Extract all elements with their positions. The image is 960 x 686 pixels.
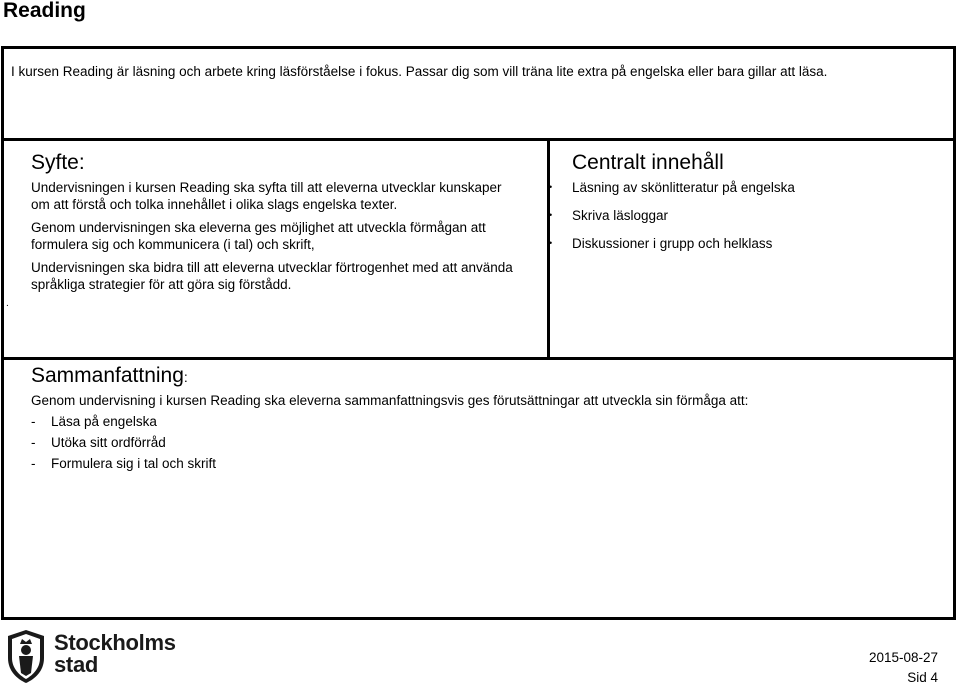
sammanfattning-intro: Genom undervisning i kursen Reading ska eleverna sammanfattningsvis ges förutsättningar att utveckla sin förmåga att: xyxy=(31,393,749,408)
sammanfattning-list xyxy=(31,413,748,472)
sammanfattning-colon: : xyxy=(183,369,188,385)
syfte-body xyxy=(31,179,551,293)
list-item-text: Utöka sitt ordförråd xyxy=(51,435,166,450)
footer-date: 2015-08-27 xyxy=(868,650,938,665)
syfte-line: formulera sig och kommunicera (i tal) och skrift, xyxy=(31,237,315,252)
logo-wordmark xyxy=(54,632,176,676)
main-box xyxy=(1,138,956,620)
list-item xyxy=(31,455,748,472)
logo-text-line: Stockholms xyxy=(54,630,176,655)
centralt-item: • Läsning av skönlitteratur på engelska xyxy=(549,179,795,196)
intro-text: I kursen Reading är läsning och arbete kring läsförståelse i fokus. Passar dig som vill träna lite extra på engelska eller bara gillar att läsa. xyxy=(11,64,828,79)
sammanfattning-heading-text: Sammanfattning xyxy=(31,364,184,387)
stray-mark: . xyxy=(6,298,9,309)
list-item xyxy=(31,434,748,451)
syfte-paragraph xyxy=(31,179,551,213)
sammanfattning-body xyxy=(31,392,748,472)
centralt-item: • Skriva läsloggar xyxy=(549,207,795,224)
syfte-line: språkliga strategier för att göra sig förstådd. xyxy=(31,277,292,292)
list-item-text: Läsa på engelska xyxy=(51,414,157,429)
list-item xyxy=(31,413,748,430)
syfte-line: Undervisningen ska bidra till att eleverna utvecklar förtrogenhet med att använda xyxy=(31,260,513,275)
syfte-line: om att förstå och tolka innehållet i olika slags engelska texter. xyxy=(31,197,398,212)
sammanfattning-heading xyxy=(31,363,188,390)
syfte-paragraph xyxy=(31,259,551,293)
centralt-list xyxy=(549,179,795,252)
centralt-item: • Diskussioner i grupp och helklass xyxy=(549,235,795,252)
syfte-line: Genom undervisningen ska eleverna ges möjlighet att utveckla förmågan att xyxy=(31,220,486,235)
syfte-line: Undervisningen i kursen Reading ska syfta till att eleverna utvecklar kunskaper xyxy=(31,180,502,195)
dash-mark: - xyxy=(31,456,36,471)
dash-mark: - xyxy=(31,435,36,450)
syfte-heading: Syfte: xyxy=(31,151,85,174)
intro-box xyxy=(1,46,956,141)
logo-text-line: stad xyxy=(54,652,99,677)
centralt-heading: Centralt innehåll xyxy=(572,151,724,174)
dash-mark: - xyxy=(31,414,36,429)
page-number: Sid 4 xyxy=(907,670,938,685)
section-divider xyxy=(4,357,953,360)
syfte-paragraph xyxy=(31,219,551,253)
list-item-text: Formulera sig i tal och skrift xyxy=(51,456,217,471)
page-title: Reading xyxy=(3,0,86,22)
stockholm-crest-icon xyxy=(2,628,50,684)
